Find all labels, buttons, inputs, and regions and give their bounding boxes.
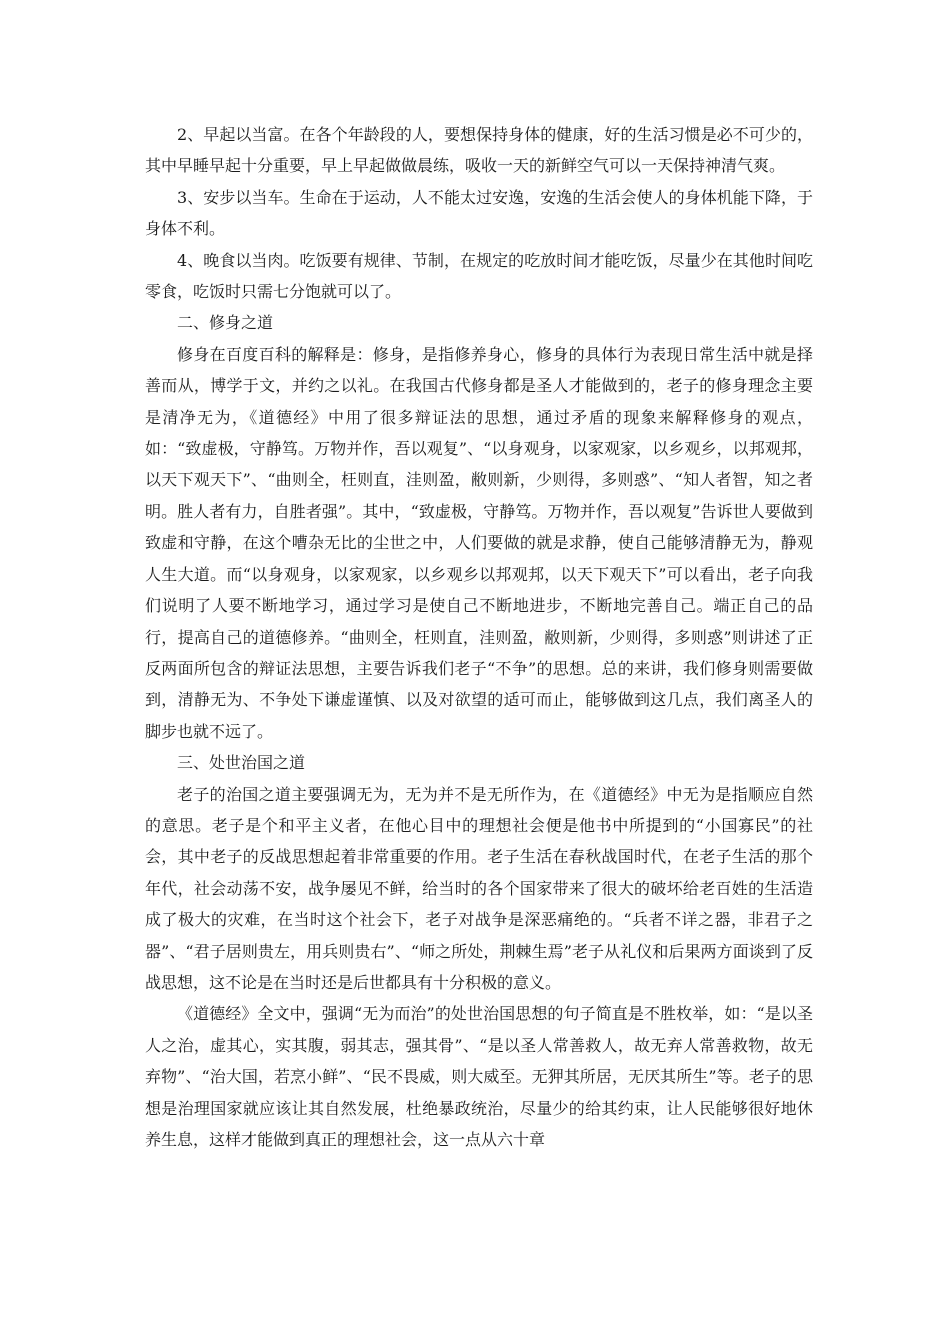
paragraph-early-rising: 2、早起以当富。在各个年龄段的人，要想保持身体的健康，好的生活习惯是必不可少的，其中早睡早起十分重要，早上早起做做晨练，吸收一天的新鲜空气可以一天保持神清气爽。 [145, 125, 813, 176]
section-heading-self-cultivation: 二、修身之道 [177, 313, 274, 333]
paragraph-governance: 老子的治国之道主要强调无为，无为并不是无所作为，在《道德经》中无为是指顺应自然的意思。老子是个和平主义者，在他心目中的理想社会便是他书中所提到的“小国寡民”的社会，其中老子的反战思想起着非常重要的作用。老子生活在春秋战国时代，在老子生活的那个年代，社会动荡不安，战争屡见不鲜，给当时的各个国家带来了很大的破坏给老百姓的生活造成了极大的灾难，在当时这个社会下，老子对战争是深恶痛绝的。“兵者不详之器，非君子之器”、“君子居则贵左，用兵则贵右”、“师之所处，荆棘生焉”老子从礼仪和后果两方面谈到了反战思想，这不论是在当时还是后世都具有十分积极的意义。 [145, 784, 813, 992]
paragraph-evening-meal: 4、晚食以当肉。吃饭要有规律、节制，在规定的吃放时间才能吃饭，尽量少在其他时间吃零食，吃饭时只需七分饱就可以了。 [145, 250, 813, 302]
document-page [145, 119, 813, 1155]
paragraph-walking: 3、安步以当车。生命在于运动，人不能太过安逸，安逸的生活会使人的身体机能下降，于身体不利。 [145, 187, 813, 239]
paragraph-self-cultivation: 修身在百度百科的解释是：修身，是指修养身心，修身的具体行为表现日常生活中就是择善而从，博学于文，并约之以礼。在我国古代修身都是圣人才能做到的，老子的修身理念主要是清净无为，《道德经》中用了很多辩证法的思想，通过矛盾的现象来解释修身的观点，如：“致虚极，守静笃。万物并作，吾以观复”、“以身观身，以家观家，以乡观乡，以邦观邦，以天下观天下”、“曲则全，枉则直，洼则盈，敝则新，少则得，多则惑”、“知人者智，知之者明。胜人者有力，自胜者强”。其中，“致虚极，守静笃。万物并作，吾以观复”告诉世人要做到致虚和守静，在这个嘈杂无比的尘世之中，人们要做的就是求静，使自己能够清静无为，静观人生大道。而“以身观身，以家观家，以乡观乡以邦观邦，以天下观天下”可以看出，老子向我们说明了人要不断地学习，通过学习是使自己不断地进步，不断地完善自己。端正自己的品行，提高自己的道德修养。“曲则全，枉则直，洼则盈，敝则新，少则得，多则惑”则讲述了正反两面所包含的辩证法思想，主要告诉我们老子“不争”的思想。总的来讲，我们修身则需要做到，清静无为、不争处下谦虚谨慎、以及对欲望的适可而止，能够做到这几点，我们离圣人的脚步也就不远了。 [145, 344, 813, 741]
section-heading-governance: 三、处世治国之道 [177, 753, 306, 773]
paragraph-wuwei: 《道德经》全文中，强调“无为而治”的处世治国思想的句子简直是不胜枚举，如：“是以圣人之治，虚其心，实其腹，弱其志，强其骨”、“是以圣人常善救人，故无弃人常善救物，故无弃物”、“治大国，若烹小鲜”、“民不畏威，则大威至。无狎其所居，无厌其所生”等。老子的思想是治理国家就应该让其自然发展，杜绝暴政统治，尽量少的给其约束，让人民能够很好地休养生息，这样才能做到真正的理想社会，这一点从六十章 [145, 1004, 813, 1149]
